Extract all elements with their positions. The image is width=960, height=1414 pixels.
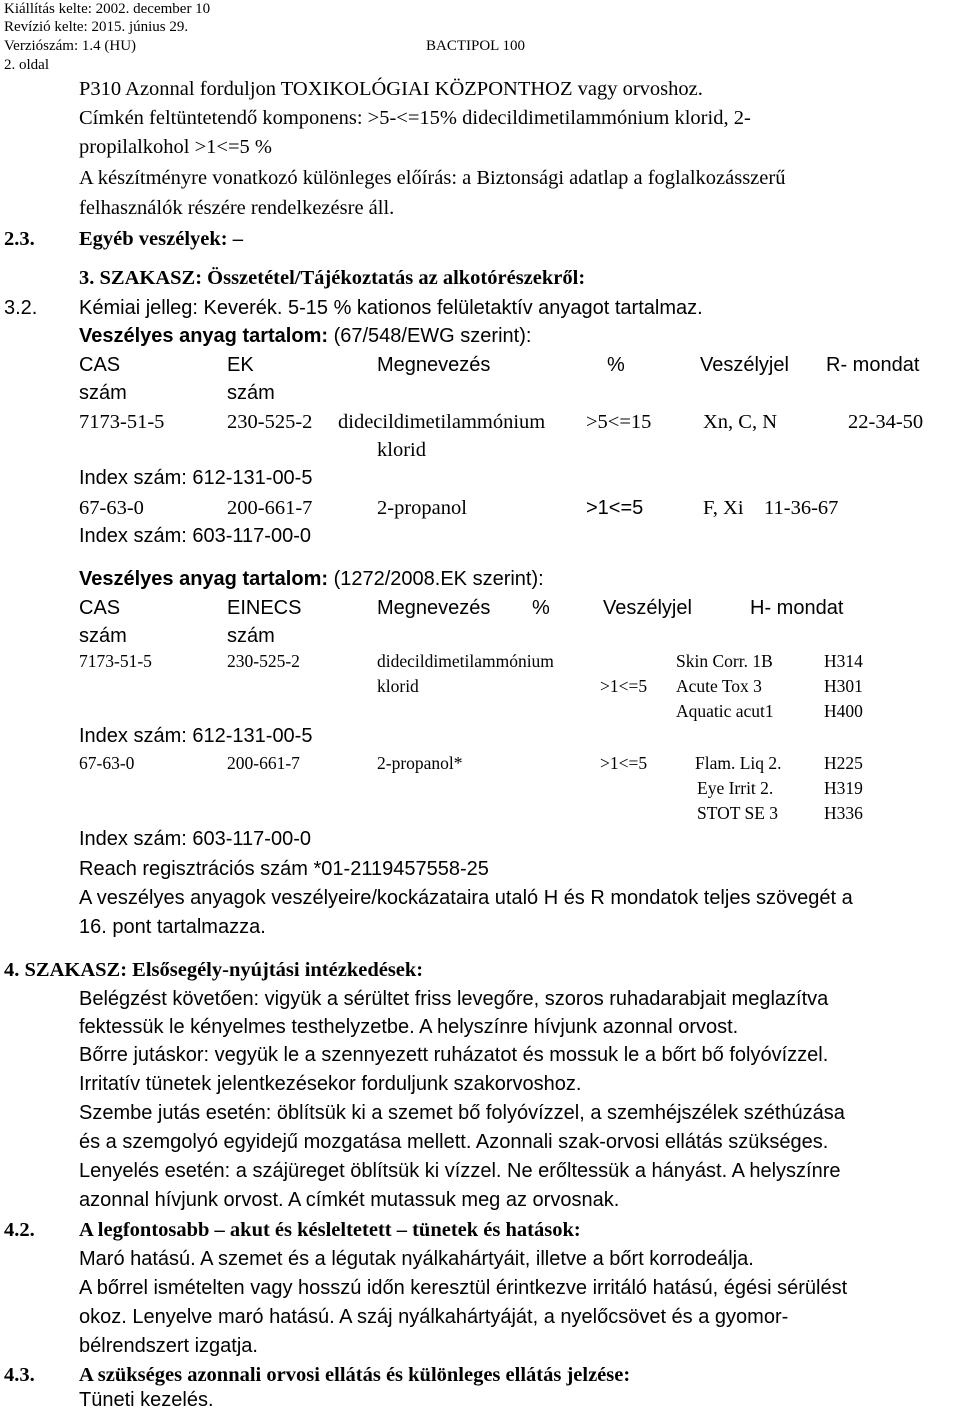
table2-subheader-einecs: szám — [227, 625, 275, 647]
table2-title-bold: Veszélyes anyag tartalom: — [79, 568, 329, 590]
table2-title — [79, 566, 544, 592]
table1-row2-name: 2-propanol — [377, 497, 467, 519]
symptomatic-treatment: Tüneti kezelés. — [79, 1389, 214, 1411]
table2-row1-hazard-1: Skin Corr. 1B — [676, 651, 773, 671]
table2-row1-index: Index szám: 612-131-00-5 — [79, 725, 313, 747]
first-aid-line: Irritatív tünetek jelentkezésekor forduljunk szakorvoshoz. — [79, 1073, 582, 1095]
section-2-3-number: 2.3. — [4, 228, 35, 250]
section-2-3-title: Egyéb veszélyek: – — [79, 228, 243, 250]
table1-row2-r-phrase: 11-36-67 — [764, 497, 839, 519]
section-4-3-title: A szükséges azonnali orvosi ellátás és különleges ellátás jelzése: — [79, 1364, 631, 1386]
table2-row2-einecs: 200-661-7 — [227, 753, 300, 773]
table1-header-percent: % — [607, 354, 625, 376]
section-3-2-number: 3.2. — [4, 297, 38, 319]
symptoms-line: okoz. Lenyelve maró hatású. A száj nyálkahártyáját, a nyelőcsövet és a gyomor- — [79, 1306, 789, 1328]
table2-row2-percent: >1<=5 — [600, 753, 648, 773]
section-4-2-title: A legfontosabb – akut és késleltetett – tünetek és hatások: — [79, 1219, 581, 1241]
table2-row1-hazard-2: Acute Tox 3 — [676, 676, 762, 696]
product-name: BACTIPOL 100 — [426, 38, 526, 54]
section-3-title: 3. SZAKASZ: Összetétel/Tájékoztatás az alkotórészekről: — [79, 267, 586, 289]
table1-title-rest: (67/548/EWG szerint): — [328, 325, 532, 347]
table2-row2-h-phrase-1: H225 — [824, 753, 863, 773]
table1-row1-name-cont: klorid — [377, 439, 426, 461]
table1-subheader-cas: szám — [79, 382, 127, 404]
table2-row2-hazard-2: Eye Irrit 2. — [697, 778, 774, 798]
precaution-p310: P310 Azonnal forduljon TOXIKOLÓGIAI KÖZPONTHOZ vagy orvoshoz. — [79, 78, 703, 100]
table2-header-percent: % — [532, 597, 550, 619]
table1-row2-cas: 67-63-0 — [79, 497, 144, 519]
table2-row1-name: didecildimetilammónium — [377, 651, 554, 671]
table1-header-ek: EK — [227, 354, 254, 376]
table1-row1-hazard: Xn, C, N — [703, 411, 778, 433]
table2-header-hazard: Veszélyjel — [603, 597, 692, 619]
section-4-3-number: 4.3. — [4, 1364, 35, 1386]
table1-row1-cas: 7173-51-5 — [79, 411, 165, 433]
table2-title-rest: (1272/2008.EK szerint): — [328, 568, 544, 590]
table2-row1-percent: >1<=5 — [600, 676, 648, 696]
table1-row1-percent: >5<=15 — [586, 411, 652, 433]
table2-header-einecs: EINECS — [227, 597, 302, 619]
phrases-note-line2: 16. pont tartalmazza. — [79, 916, 266, 938]
table2-row1-hazard-3: Aquatic acut1 — [676, 701, 774, 721]
symptoms-line: bélrendszert izgatja. — [79, 1335, 258, 1357]
first-aid-line: és a szemgolyó egyidejű mozgatása mellett. Azonnali szak-orvosi ellátás szükséges. — [79, 1131, 829, 1153]
table1-row2-index: Index szám: 603-117-00-0 — [79, 525, 311, 547]
table1-row1-r-phrase: 22-34-50 — [848, 411, 924, 433]
revision-date: Revízió kelte: 2015. június 29. — [4, 19, 189, 35]
table2-header-h-phrase: H- mondat — [750, 597, 844, 619]
first-aid-line: Bőrre jutáskor: vegyük le a szennyezett ruházatot és mossuk le a bőrt bő folyóvízzel. — [79, 1044, 829, 1066]
section-4-2-number: 4.2. — [4, 1219, 35, 1241]
table2-row2-index: Index szám: 603-117-00-0 — [79, 828, 311, 850]
table1-row1-ek: 230-525-2 — [227, 411, 313, 433]
first-aid-line: Belégzést követően: vigyük a sérültet friss levegőre, szoros ruhadarabjait meglazítva — [79, 988, 829, 1010]
symptoms-line: Maró hatású. A szemet és a légutak nyálkahártyáit, illetve a bőrt korrodeálja. — [79, 1248, 754, 1270]
symptoms-line: A bőrrel ismételten vagy hosszú időn keresztül érintkezve irritáló hatású, égési sérülést — [79, 1277, 848, 1299]
table1-title — [79, 323, 531, 349]
table2-row1-h-phrase-1: H314 — [824, 651, 863, 671]
first-aid-line: Szembe jutás esetén: öblítsük ki a szemet bő folyóvízzel, a szemhéjszélek széthúzása — [79, 1102, 845, 1124]
issue-date: Kiállítás kelte: 2002. december 10 — [4, 1, 211, 17]
table1-row1-index: Index szám: 612-131-00-5 — [79, 467, 313, 489]
table1-title-bold: Veszélyes anyag tartalom: — [79, 325, 329, 347]
table1-header-hazard: Veszélyjel — [700, 354, 789, 376]
table1-row1-name: didecildimetilammónium — [338, 411, 546, 433]
special-rule-line1: A készítményre vonatkozó különleges előírás: a Biztonsági adatlap a foglalkozásszerű — [79, 167, 786, 189]
table2-row1-name-cont: klorid — [377, 676, 419, 696]
special-rule-line2: felhasználók részére rendelkezésre áll. — [79, 197, 395, 219]
table1-header-name: Megnevezés — [377, 354, 491, 376]
table2-row2-hazard-3: STOT SE 3 — [697, 803, 779, 823]
table2-row2-cas: 67-63-0 — [79, 753, 135, 773]
table2-row2-name: 2-propanol* — [377, 753, 463, 773]
phrases-note-line1: A veszélyes anyagok veszélyeire/kockázataira utaló H és R mondatok teljes szövegét a — [79, 887, 853, 909]
table2-subheader-cas: szám — [79, 625, 127, 647]
reach-registration: Reach regisztrációs szám *01-2119457558-25 — [79, 858, 489, 880]
page-number: 2. oldal — [4, 57, 49, 73]
table1-header-cas: CAS — [79, 354, 121, 376]
chemical-nature: Kémiai jelleg: Keverék. 5-15 % kationos felületaktív anyagot tartalmaz. — [79, 297, 703, 319]
section-4-title: 4. SZAKASZ: Elsősegély-nyújtási intézkedések: — [4, 959, 424, 981]
table2-header-name: Megnevezés — [377, 597, 491, 619]
table2-row1-cas: 7173-51-5 — [79, 651, 152, 671]
table1-row2-ek: 200-661-7 — [227, 497, 313, 519]
table1-header-r-phrase: R- mondat — [826, 354, 920, 376]
label-components-line2: propilalkohol >1<=5 % — [79, 136, 272, 158]
table1-subheader-ek: szám — [227, 382, 275, 404]
table2-header-cas: CAS — [79, 597, 121, 619]
table2-row1-h-phrase-3: H400 — [824, 701, 863, 721]
table1-row2-hazard: F, Xi — [703, 497, 744, 519]
version-number: Verziószám: 1.4 (HU) — [4, 38, 137, 54]
table2-row1-h-phrase-2: H301 — [824, 676, 863, 696]
first-aid-line: azonnal hívjunk orvost. A címkét mutassuk meg az orvosnak. — [79, 1189, 620, 1211]
table2-row2-h-phrase-2: H319 — [824, 778, 863, 798]
table2-row1-einecs: 230-525-2 — [227, 651, 300, 671]
label-components-line1: Címkén feltüntetendő komponens: >5-<=15% didecildimetilammónium klorid, 2- — [79, 107, 751, 129]
first-aid-line: fektessük le kényelmes testhelyzetbe. A helyszínre hívjunk azonnal orvost. — [79, 1016, 739, 1038]
table2-row2-hazard-1: Flam. Liq 2. — [695, 753, 782, 773]
table1-row2-percent: >1<=5 — [586, 497, 644, 519]
table2-row2-h-phrase-3: H336 — [824, 803, 863, 823]
first-aid-line: Lenyelés esetén: a szájüreget öblítsük ki vízzel. Ne erőltessük a hányást. A helyszínre — [79, 1160, 841, 1182]
